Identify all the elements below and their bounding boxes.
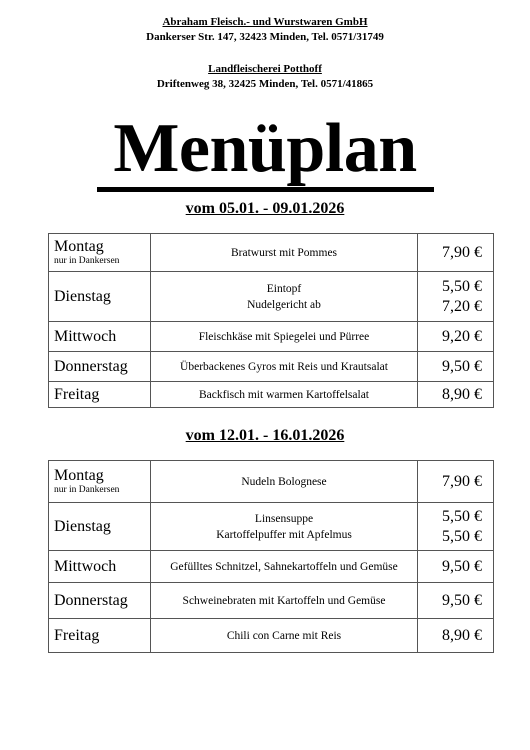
day-name: Freitag (54, 386, 100, 403)
dish-text: Nudelgericht ab (247, 298, 321, 311)
dish-text: Backfisch mit warmen Kartoffelsalat (199, 388, 369, 401)
day-name: Montag (54, 238, 104, 255)
table-row (49, 352, 494, 382)
table-row (49, 382, 494, 408)
price-text: 9,20 € (442, 327, 482, 345)
week-1-table (48, 233, 494, 408)
price-text: 7,20 € (442, 297, 482, 315)
dish-text: Chili con Carne mit Reis (226, 629, 342, 642)
company-header-2 (0, 62, 530, 92)
day-cell (49, 322, 151, 352)
dish-text: Schweinebraten mit Kartoffeln und Gemüse (182, 594, 386, 607)
week-1-label: vom 05.01. - 09.01.2026 (185, 200, 345, 217)
title-underline (97, 187, 434, 192)
price-cell (418, 503, 494, 551)
price-text: 9,50 € (442, 557, 482, 575)
price-text: 5,50 € (442, 507, 482, 525)
price-cell (418, 322, 494, 352)
day-cell (49, 382, 151, 408)
day-name: Dienstag (54, 288, 111, 305)
price-text: 8,90 € (442, 626, 482, 644)
table-row (49, 322, 494, 352)
day-cell (49, 583, 151, 619)
price-cell (418, 551, 494, 583)
price-cell (418, 352, 494, 382)
dish-text: Überbackenes Gyros mit Reis und Krautsalat (180, 360, 388, 373)
price-cell (418, 583, 494, 619)
price-text: 9,50 € (442, 357, 482, 375)
price-cell (418, 382, 494, 408)
day-cell (49, 352, 151, 382)
dish-text: Gefülltes Schnitzel, Sahnekartoffeln und Gemüse (170, 560, 398, 573)
dish-cell (151, 322, 418, 352)
price-text: 7,90 € (442, 243, 482, 261)
price-text: 5,50 € (442, 277, 482, 295)
table-row (49, 272, 494, 322)
dish-text: Nudeln Bolognese (241, 475, 327, 488)
price-cell (418, 234, 494, 272)
day-name: Freitag (54, 627, 100, 644)
dish-cell (151, 619, 418, 653)
table-row (49, 503, 494, 551)
day-note: nur in Dankersen (54, 485, 120, 495)
table-row (49, 619, 494, 653)
dish-cell (151, 583, 418, 619)
day-note: nur in Dankersen (54, 256, 120, 266)
dish-cell (151, 461, 418, 503)
price-cell (418, 619, 494, 653)
company-header-1 (0, 15, 530, 45)
price-text: 8,90 € (442, 385, 482, 403)
day-cell (49, 619, 151, 653)
week-2-table (48, 460, 494, 653)
company-address-1: Dankerser Str. 147, 32423 Minden, Tel. 0571/31749 (146, 31, 384, 43)
dish-cell (151, 551, 418, 583)
day-cell (49, 551, 151, 583)
dish-cell (151, 234, 418, 272)
company-name-1: Abraham Fleisch.- und Wurstwaren GmbH (162, 16, 368, 28)
dish-text: Eintopf (266, 282, 302, 295)
day-name: Mittwoch (54, 328, 117, 345)
page-title: Menüplan (113, 110, 417, 187)
price-text: 7,90 € (442, 472, 482, 490)
dish-text: Linsensuppe (254, 512, 314, 525)
company-address-2: Driftenweg 38, 32425 Minden, Tel. 0571/41865 (156, 78, 374, 90)
table-row (49, 461, 494, 503)
day-name: Donnerstag (54, 592, 128, 609)
day-name: Mittwoch (54, 558, 117, 575)
price-text: 9,50 € (442, 591, 482, 609)
price-cell (418, 461, 494, 503)
day-name: Montag (54, 467, 104, 484)
table-row (49, 234, 494, 272)
dish-cell (151, 352, 418, 382)
table-row (49, 583, 494, 619)
dish-text: Kartoffelpuffer mit Apfelmus (216, 528, 352, 541)
day-name: Dienstag (54, 518, 111, 535)
dish-cell (151, 272, 418, 322)
day-cell (49, 272, 151, 322)
company-name-2: Landfleischerei Potthoff (208, 63, 322, 75)
day-cell (49, 461, 151, 503)
day-cell (49, 234, 151, 272)
table-row (49, 551, 494, 583)
day-cell (49, 503, 151, 551)
price-cell (418, 272, 494, 322)
dish-text: Bratwurst mit Pommes (230, 246, 338, 259)
dish-cell (151, 382, 418, 408)
dish-cell (151, 503, 418, 551)
dish-text: Fleischkäse mit Spiegelei und Pürree (198, 330, 370, 343)
week-2-label: vom 12.01. - 16.01.2026 (185, 427, 345, 444)
price-text: 5,50 € (442, 527, 482, 545)
day-name: Donnerstag (54, 358, 128, 375)
